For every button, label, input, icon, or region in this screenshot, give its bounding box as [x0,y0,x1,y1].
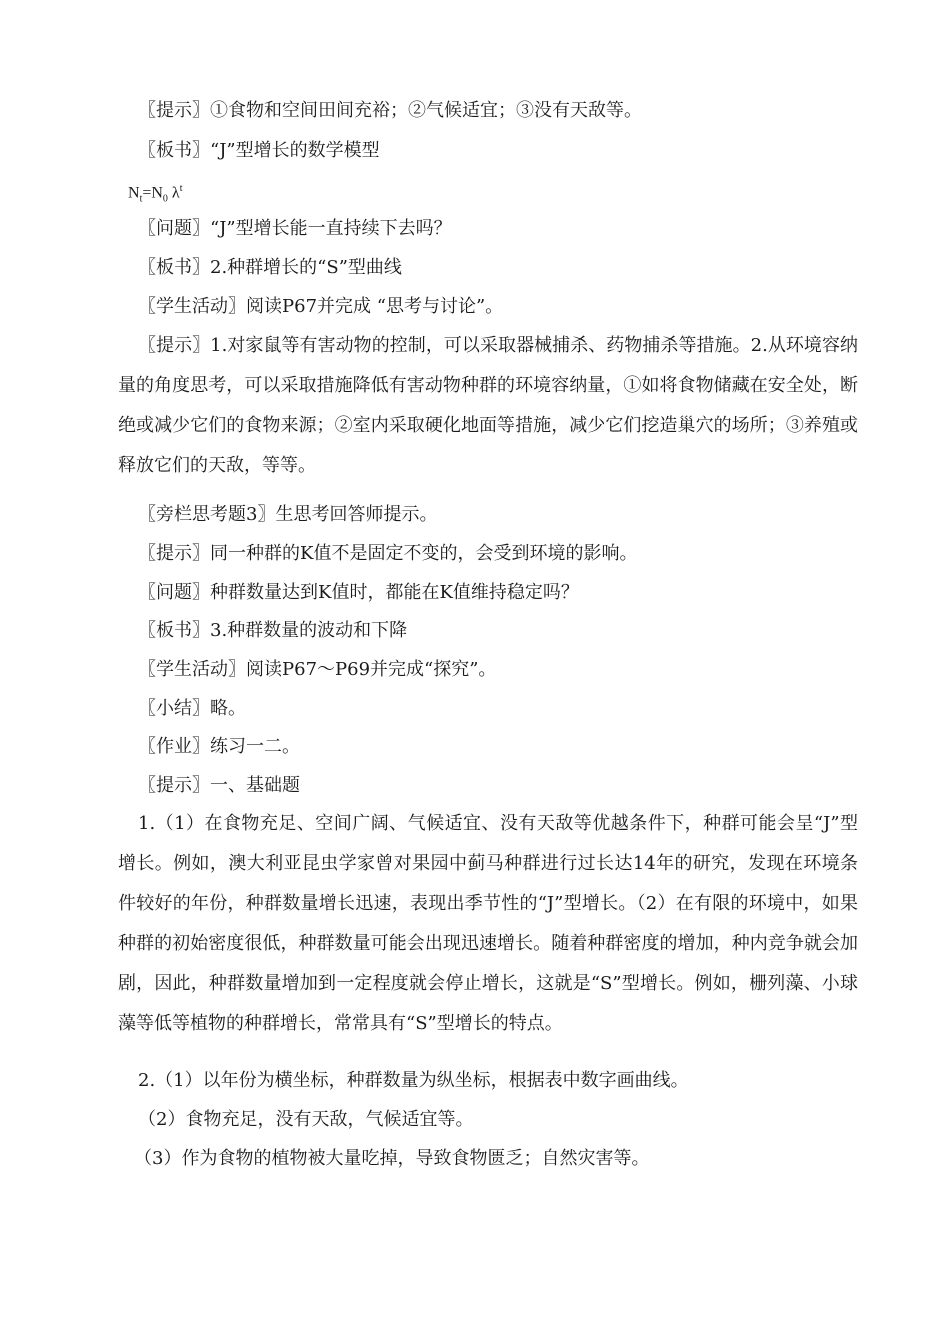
question-j-growth: 〖问题〗“J”型增长能一直持续下去吗？ [138,218,452,239]
board-s-curve: 〖板书〗2.种群增长的“S”型曲线 [138,257,402,278]
tip-pest-control: 〖提示〗1.对家鼠等有害动物的控制，可以采取器械捕杀、药物捕杀等措施。2.从环境容纳量的角度思考，可以采取措施降低有害动物种群的环境容纳量，①如将食物储藏在安全处，断绝或减少它们的食物来源；②室内采取硬化地面等措施，减少它们挖造巢穴的场所；③养殖或释放它们的天敌，等等。 [118,335,858,476]
side-question-3: 〖旁栏思考题3〗生思考回答师提示。 [138,504,438,525]
answer-2-1: 2.（1）以年份为横坐标，种群数量为纵坐标，根据表中数字画曲线。 [138,1070,689,1091]
summary: 〖小结〗略。 [138,698,246,719]
answer-2-2: （2）食物充足，没有天敌，气候适宜等。 [138,1109,474,1130]
answer-1: 1.（1）在食物充足、空间广阔、气候适宜、没有天敌等优越条件下，种群可能会呈“J”型增长。例如，澳大利亚昆虫学家曾对果园中蓟马种群进行过长达14年的研究，发现在环境条件较好的年份，种群数量增长迅速，表现出季节性的“J”型增长。（2）在有限的环境中，如果种群的初始密度很低，种群数量可能会出现迅速增长。随着种群密度的增加，种内竞争就会加剧，因此，种群数量增加到一定程度就会停止增长，这就是“S”型增长。例如，栅列藻、小球藻等低等植物的种群增长，常常具有“S”型增长的特点。 [118,813,858,1034]
tip-basic-questions: 〖提示〗一、基础题 [138,775,300,796]
student-activity-explore: 〖学生活动〗阅读P67～P69并完成“探究”。 [138,659,497,680]
j-growth-formula: $N_t=N_0$ $\lambda^t$ [128,183,183,205]
answer-2-3: （3）作为食物的植物被大量吃掉，导致食物匮乏；自然灾害等。 [134,1148,650,1169]
question-k-value: 〖问题〗种群数量达到K值时，都能在K值维持稳定吗？ [138,582,579,603]
board-fluctuation: 〖板书〗3.种群数量的波动和下降 [138,620,408,641]
board-j-model: 〖板书〗“J”型增长的数学模型 [138,140,380,161]
homework: 〖作业〗练习一二。 [138,736,300,757]
tip-k-value: 〖提示〗同一种群的K值不是固定不变的，会受到环境的影响。 [138,543,638,564]
tip-conditions: 〖提示〗①食物和空间田间充裕；②气候适宜；③没有天敌等。 [138,100,642,121]
student-activity-discussion: 〖学生活动〗阅读P67并完成 “思考与讨论”。 [138,296,504,317]
